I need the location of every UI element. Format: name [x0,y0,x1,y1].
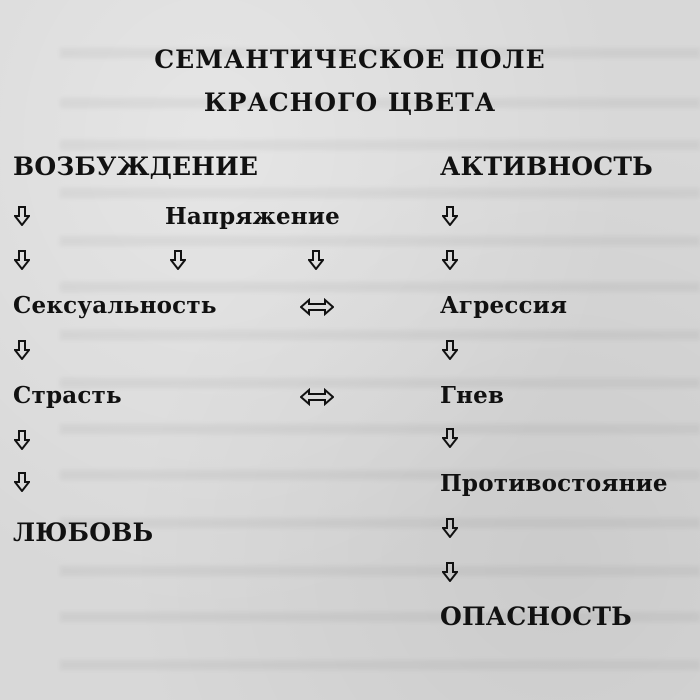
down-arrow-icon [442,562,458,582]
bleed-through-line [60,140,700,150]
node-strast: Страсть [13,382,122,409]
down-arrow-icon [442,518,458,538]
bleed-through-line [60,236,700,246]
down-arrow-icon [14,206,30,226]
down-arrow-icon [14,250,30,270]
bleed-through-line [60,330,700,340]
diagram-title-line2: КРАСНОГО ЦВЕТА [203,88,497,117]
bleed-through-line [60,282,700,292]
down-arrow-icon [442,428,458,448]
left-right-arrow-icon [300,388,334,406]
node-opasnost: ОПАСНОСТЬ [440,602,632,631]
bleed-through-line [60,518,700,528]
bleed-through-line [60,424,700,434]
node-protivostoyanie: Противостояние [440,470,668,497]
node-lyubov: ЛЮБОВЬ [13,518,154,547]
bleed-through-line [60,378,700,388]
node-gnev: Гнев [440,382,505,409]
down-arrow-icon [14,340,30,360]
node-seksualnost: Сексуальность [13,292,217,319]
bleed-through-line [60,566,700,576]
down-arrow-icon [14,472,30,492]
down-arrow-icon [308,250,324,270]
node-napryazhenie: Напряжение [165,203,340,230]
diagram-title-line1: СЕМАНТИЧЕСКОЕ ПОЛЕ [154,45,546,74]
node-agressiya: Агрессия [440,292,568,319]
node-vozbuzhdenie: ВОЗБУЖДЕНИЕ [13,152,259,181]
down-arrow-icon [442,250,458,270]
down-arrow-icon [170,250,186,270]
bleed-through-line [60,660,700,670]
down-arrow-icon [14,430,30,450]
left-right-arrow-icon [300,298,334,316]
bleed-through-line [60,188,700,198]
node-aktivnost: АКТИВНОСТЬ [440,152,653,181]
down-arrow-icon [442,206,458,226]
down-arrow-icon [442,340,458,360]
